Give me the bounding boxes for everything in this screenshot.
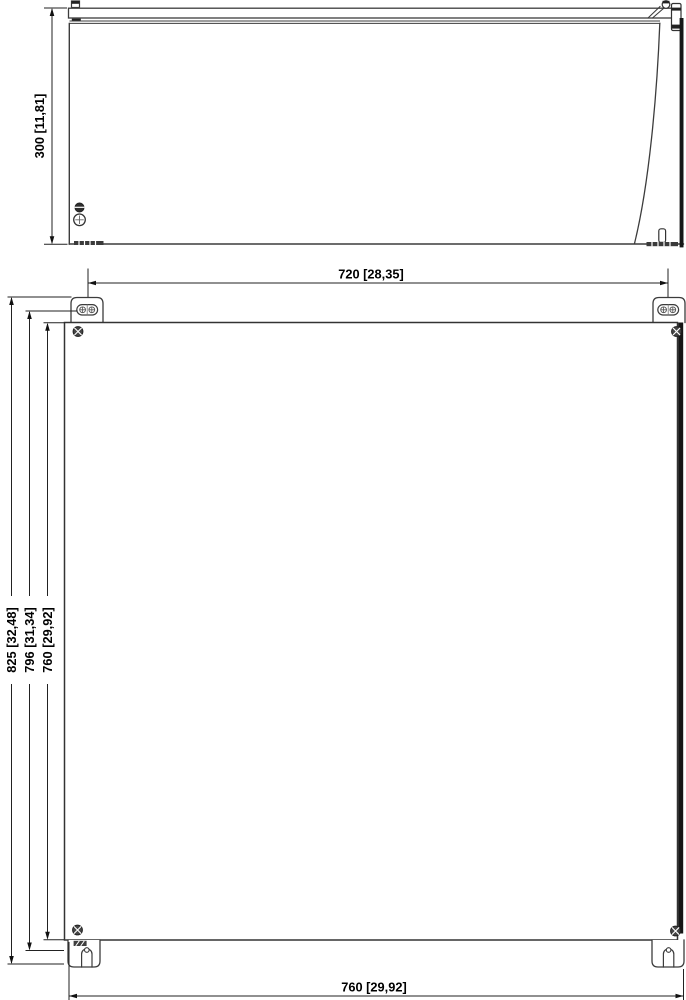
dim-label-overall-width: 760 [29,92] xyxy=(341,979,407,995)
dim-label-overall-height: 825 [32,48] xyxy=(4,607,19,673)
arrow-down-icon xyxy=(27,943,32,951)
screw-icon-bottom-right xyxy=(671,926,681,936)
arrow-down-icon xyxy=(9,956,14,964)
door-top-band xyxy=(70,21,660,23)
top-view xyxy=(32,1,684,248)
arrow-up-icon xyxy=(45,323,50,331)
dim-overall-width xyxy=(69,943,684,1000)
grounding-stud-icon xyxy=(74,203,86,226)
arrow-up-icon xyxy=(27,311,32,319)
screw-icon-top-left xyxy=(73,327,83,337)
foot-bottom-right xyxy=(647,229,679,246)
arrow-right-icon xyxy=(660,281,668,286)
foot-bracket-bottom-right xyxy=(652,940,684,967)
arrow-down-icon xyxy=(45,932,50,940)
dim-label-mounting-width: 720 [28,35] xyxy=(338,266,404,282)
dim-label-mounting-height: 796 [31,34] xyxy=(22,607,37,673)
arrow-left-icon xyxy=(69,994,77,999)
dim-label-depth: 300 [11,81] xyxy=(32,93,47,159)
front-view xyxy=(4,267,685,1000)
front-view-thick-edge xyxy=(678,323,683,934)
top-view-body-outline xyxy=(69,23,683,244)
arrow-right-icon xyxy=(676,994,684,999)
arrow-down-icon xyxy=(50,236,55,244)
top-view-thick-edge xyxy=(680,18,684,247)
dim-depth xyxy=(32,8,67,244)
top-tab-icon xyxy=(72,1,80,8)
arrow-up-icon xyxy=(50,8,55,16)
arrow-up-icon xyxy=(9,297,14,305)
dim-label-body-height: 760 [29,92] xyxy=(40,607,55,673)
door-edge-curve xyxy=(635,23,660,243)
roof-band xyxy=(69,8,677,18)
dim-mounting-width xyxy=(88,267,668,304)
screw-icon-bottom-left xyxy=(73,925,83,935)
front-view-body xyxy=(65,323,678,941)
foot-bracket-bottom-left xyxy=(68,940,100,967)
screw-icon-top-right xyxy=(672,327,682,337)
plinth-hatch-left xyxy=(74,241,104,245)
arrow-left-icon xyxy=(88,281,96,286)
mounting-bracket-top-right xyxy=(653,298,685,323)
mounting-bracket-top-left xyxy=(71,298,103,323)
